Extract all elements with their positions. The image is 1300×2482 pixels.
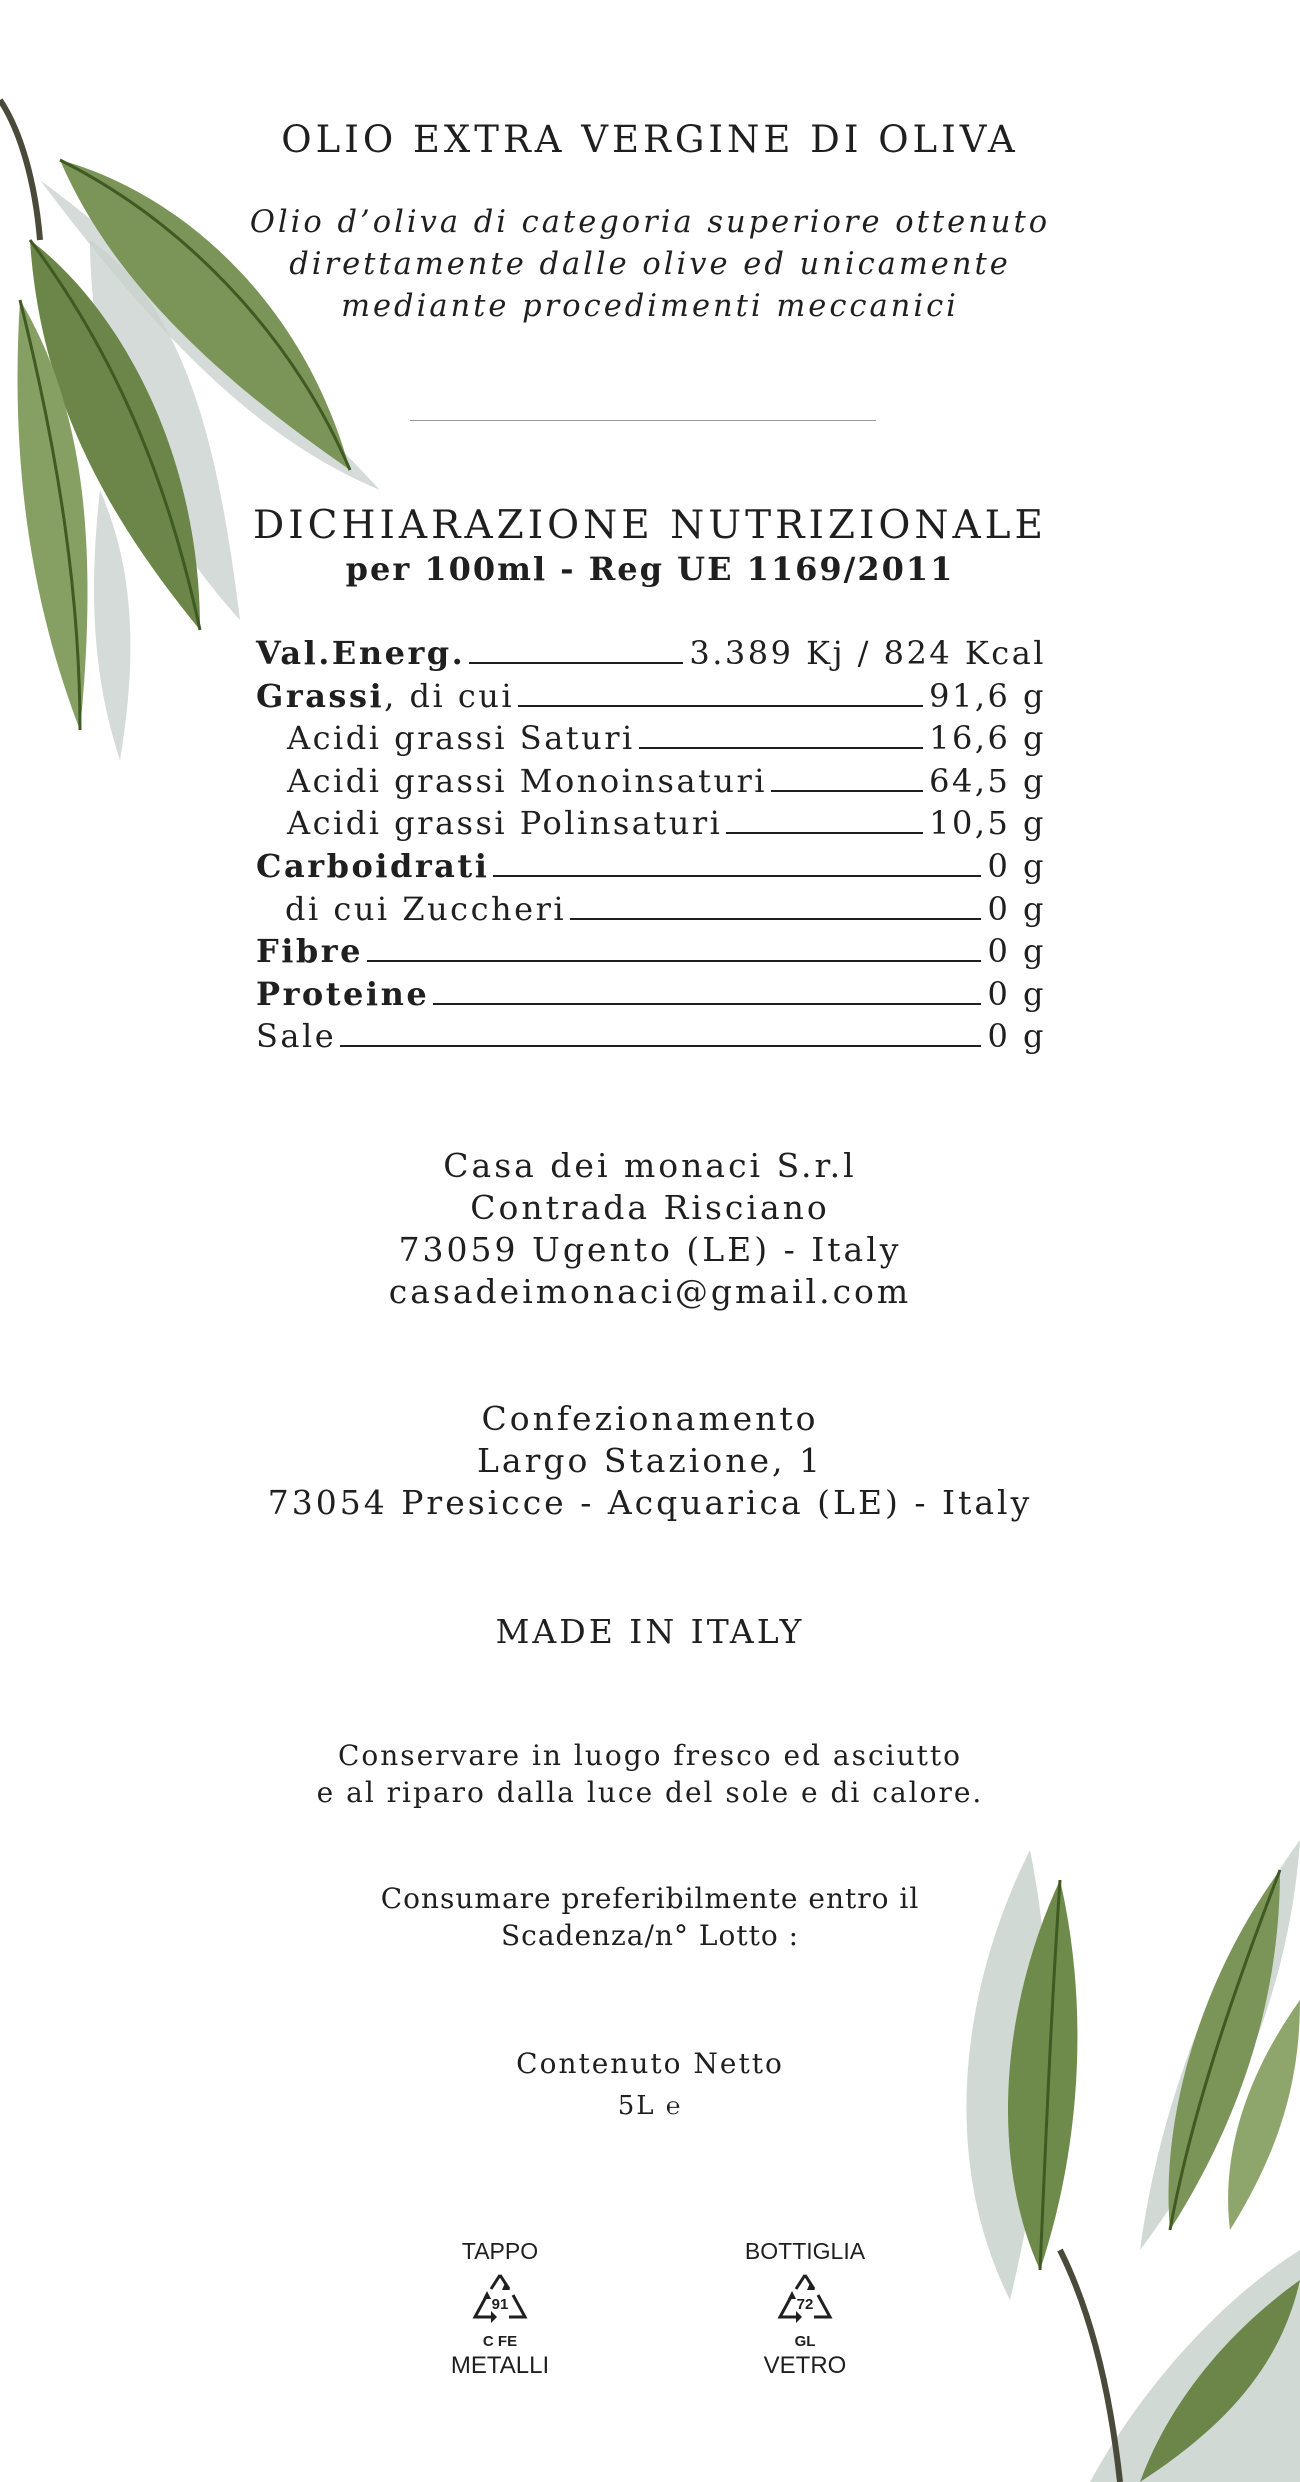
producer-street: Contrada Risciano [470, 1188, 830, 1227]
nutrition-row-carbohydrates [256, 843, 1046, 885]
expiry-line-2: Scadenza/n° Lotto : [500, 1919, 800, 1952]
leader-line [340, 1045, 981, 1047]
net-content-value [0, 2088, 1300, 2125]
net-content-label: Contenuto Netto [516, 2047, 784, 2080]
recycle-triangle-icon [774, 2271, 836, 2331]
nutrition-value: 0 g [987, 1017, 1046, 1055]
storage-line-1: Conservare in luogo fresco ed asciutto [337, 1739, 963, 1772]
packaging-title: Confezionamento [481, 1399, 819, 1438]
nutrition-label: Grassi, di cui [256, 677, 515, 715]
recycling-bottle-material: VETRO [763, 2352, 847, 2379]
packaging-street: Largo Stazione, 1 [477, 1441, 823, 1480]
product-title: OLIO EXTRA VERGINE DI OLIVA [281, 118, 1019, 161]
nutrition-label: Acidi grassi Saturi [287, 719, 635, 757]
nutrition-value: 0 g [987, 890, 1046, 928]
nutrition-value: 91,6 g [929, 677, 1046, 715]
nutrition-value: 0 g [987, 975, 1046, 1013]
nutrition-value: 64,5 g [929, 762, 1046, 800]
nutrition-value: 0 g [987, 847, 1046, 885]
packaging-city: 73054 Presicce - Acquarica (LE) - Italy [267, 1483, 1033, 1522]
nutrition-label: Carboidrati [256, 847, 490, 885]
net-content-volume: 5L [617, 2091, 656, 2121]
leader-line [433, 1003, 981, 1005]
nutrition-row-salt [256, 1013, 1046, 1055]
recycle-triangle-icon [469, 2271, 531, 2331]
nutrition-row-sugars [285, 886, 1046, 928]
nutrition-value: 10,5 g [929, 804, 1046, 842]
nutrition-label: Acidi grassi Polinsaturi [287, 804, 723, 842]
nutrition-row-monounsaturated [287, 758, 1046, 800]
storage-line-2: e al riparo dalla luce del sole e di calore. [316, 1776, 984, 1809]
leader-line [493, 875, 981, 877]
producer-email[interactable]: casadeimonaci@gmail.com [388, 1272, 912, 1311]
section-divider [410, 420, 876, 421]
producer-name: Casa dei monaci S.r.l [443, 1146, 857, 1185]
nutrition-label: Fibre [256, 932, 363, 970]
recycling-bottle-title: BOTTIGLIA [744, 2238, 866, 2264]
leader-line [726, 832, 923, 834]
expiry-line-1: Consumare preferibilmente entro il [380, 1882, 920, 1915]
nutrition-value: 3.389 Kj / 824 Kcal [689, 634, 1046, 672]
nutrition-subtitle: per 100ml - Reg UE 1169/2011 [345, 550, 955, 588]
producer-city: 73059 Ugento (LE) - Italy [398, 1230, 902, 1269]
nutrition-row-polyunsaturated [287, 800, 1046, 842]
nutrition-row-saturated [287, 715, 1046, 757]
nutrition-label: Proteine [256, 975, 430, 1013]
estimated-sign-icon: ℮ [665, 2092, 683, 2120]
leader-line [639, 747, 923, 749]
leader-line [771, 790, 923, 792]
nutrition-row-fat [256, 673, 1046, 715]
product-description-line-2: direttamente dalle olive ed unicamente [289, 247, 1011, 282]
leader-line [469, 662, 683, 664]
leader-line [570, 918, 981, 920]
recycling-bottle-code: GL [794, 2333, 816, 2350]
nutrition-label: Acidi grassi Monoinsaturi [287, 762, 768, 800]
nutrition-label: Val.Energ. [256, 634, 466, 672]
nutrition-row-fibre [256, 928, 1046, 970]
recycling-bottle [705, 2238, 905, 2380]
nutrition-value: 0 g [987, 932, 1046, 970]
nutrition-value: 16,6 g [929, 719, 1046, 757]
leader-line [518, 705, 923, 707]
product-description-line-3: mediante procedimenti meccanici [341, 289, 959, 324]
recycling-cap-code: C FE [482, 2333, 518, 2350]
nutrition-label: di cui Zuccheri [285, 890, 567, 928]
recycling-cap-material: METALLI [450, 2352, 550, 2379]
nutrition-label: Sale [256, 1017, 337, 1055]
leader-line [367, 960, 982, 962]
product-description-line-1: Olio d’oliva di categoria superiore ottenuto [249, 205, 1051, 240]
recycling-cap [400, 2238, 600, 2380]
origin-label: MADE IN ITALY [495, 1612, 805, 1651]
nutrition-title: DICHIARAZIONE NUTRIZIONALE [252, 503, 1047, 548]
nutrition-row-energy [256, 630, 1046, 672]
nutrition-row-protein [256, 971, 1046, 1013]
recycling-bottle-number: 72 [796, 2296, 814, 2313]
recycling-cap-number: 91 [491, 2296, 509, 2313]
recycling-cap-title: TAPPO [461, 2238, 539, 2264]
